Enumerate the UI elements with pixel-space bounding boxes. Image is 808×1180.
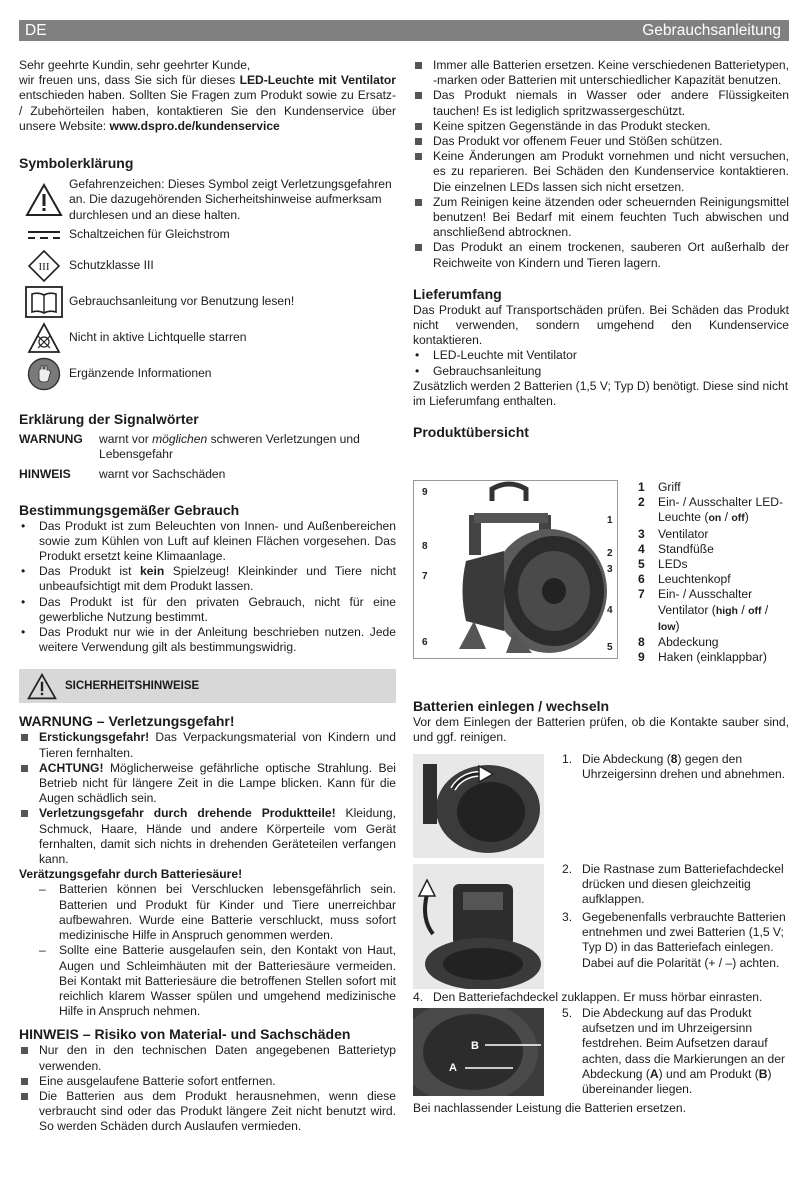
usage-heading: Bestimmungsgemäßer Gebrauch: [19, 501, 240, 518]
align-markings-illustration: [413, 1008, 544, 1096]
left-column: [19, 58, 396, 1135]
part-item: 3 Ventilator: [638, 526, 709, 541]
list-item: Das Produkt niemals in Wasser oder andere Flüssigkeiten tauchen! Es ist lediglich spritzwassergeschützt.: [413, 88, 789, 118]
do-not-stare-light-icon: [27, 322, 61, 354]
signal-heading: Erklärung der Signalwörter: [19, 411, 199, 428]
read-manual-icon: [25, 286, 63, 318]
list-item: • Das Produkt ist kein Spielzeug! Kleinkinder und Tiere nicht unbeaufsichtigt mit dem Produkt lassen.: [19, 564, 396, 594]
battery-section: [413, 697, 789, 745]
step-1: 1. Die Abdeckung (8) gegen den Uhrzeigersinn drehen und abnehmen.: [562, 752, 786, 782]
step-5: 5. Die Abdeckung auf das Produkt aufsetzen und im Uhrzeigersinn festdrehen. Beim Aufsetzen darauf achten, dass die Markierungen an der Abdeckung (A) und am Produkt (B) übereinander liegen.: [562, 1006, 786, 1097]
hint-list: [19, 1043, 396, 1134]
marking-a-label: A: [449, 1062, 457, 1074]
delivery-text: Das Produkt auf Transportschäden prüfen. Bei Schäden das Produkt nicht verwenden, sondern umgehend den Kundenservice kontaktieren.: [413, 302, 789, 348]
list-item: • LED-Leuchte mit Ventilator: [413, 348, 789, 363]
list-item: Keine Änderungen am Produkt vornehmen und nicht versuchen, es zu reparieren. Bei Schäden den Kundenservice kontaktieren. Die einzelnen LEDs lassen sich nicht ersetzen.: [413, 149, 789, 195]
callout-2: 2: [607, 548, 613, 559]
marking-b-label: B: [471, 1040, 479, 1052]
step-4: 4. Den Batteriefachdeckel zuklappen. Er muss hörbar einrasten.: [413, 990, 763, 1004]
list-item: • Gebrauchsanleitung: [413, 364, 789, 379]
warning-triangle-icon: [27, 673, 57, 700]
battery-intro: Vor dem Einlegen der Batterien prüfen, ob die Kontakte sauber sind, und ggf. reinigen.: [413, 715, 789, 745]
list-item: Verletzungsgefahr durch drehende Produktteile! Kleidung, Schmuck, Haare, Hände und andere Körperteile vom Gerät fernhalten, damit sich nichts in drehenden Geräteteilen verfangen kann.: [19, 806, 396, 867]
symbol-row-light: Nicht in aktive Lichtquelle starren: [19, 320, 396, 356]
list-item: • Das Produkt nur wie in der Anleitung beschrieben nutzen. Jede weitere Verwendung gilt als bestimmungswidrig.: [19, 625, 396, 655]
step-2: 2. Die Rastnase zum Batteriefachdeckel drücken und diesen gleichzeitig aufklappen.: [562, 862, 784, 907]
symbol-row-warning: Gefahrenzeichen: Dieses Symbol zeigt Verletzungsgefahren an. Die dazugehörenden Sicherheitshinweise aufmerksam durchlesen und an diese halten.: [19, 176, 396, 224]
step-3: 3. Gegebenenfalls verbrauchte Batterien entnehmen und zwei Batterien (1,5 V; Typ D) in das Batteriefach einlegen. Dabei auf die Polarität (+ / –) achten.: [562, 910, 786, 970]
overview-heading: Produktübersicht: [413, 424, 529, 441]
svg-text:III: III: [38, 261, 50, 274]
usage-list: [19, 519, 396, 656]
step5-image: [413, 1008, 544, 1096]
acid-heading: Verätzungsgefahr durch Batteriesäure!: [19, 867, 243, 882]
acid-list: [19, 882, 396, 1019]
website-link[interactable]: www.dspro.de/kundenservice: [109, 118, 280, 133]
part-item: 5 LEDs: [638, 557, 688, 572]
callout-8: 8: [422, 541, 428, 552]
hint-heading: HINWEIS – Risiko von Material- und Sachschäden: [19, 1026, 351, 1043]
protection-class-iii-icon: [27, 249, 61, 283]
step1-image: [413, 754, 544, 858]
product-overview-figure: [413, 480, 618, 659]
part-item: 2 Ein- / Ausschalter LED-Leuchte (on / off): [638, 495, 784, 525]
product-illustration: [414, 481, 617, 658]
part-item: 9 Haken (einklappbar): [638, 650, 767, 665]
list-item: Eine ausgelaufene Batterie sofort entfernen.: [19, 1074, 396, 1089]
symbols-heading: Symbolerklärung: [19, 155, 134, 172]
warning-heading: WARNUNG – Verletzungsgefahr!: [19, 713, 235, 730]
list-item: Das Produkt vor offenem Feuer und Stößen schützen.: [413, 134, 789, 149]
delivery-note: Zusätzlich werden 2 Batterien (1,5 V; Typ D) benötigt. Diese sind nicht im Lieferumfang enthalten.: [413, 378, 789, 409]
open-battery-lid-illustration: [413, 864, 544, 989]
page-header: [19, 20, 789, 41]
callout-6: 6: [422, 637, 428, 648]
symbol-row-dc: Schaltzeichen für Gleichstrom: [19, 224, 396, 246]
callout-3: 3: [607, 564, 613, 575]
list-item: – Batterien können bei Verschlucken lebensgefährlich sein. Batterien und Produkt für Kinder und Tiere unerreichbar aufbewahren. Wurde eine Batterie verschluckt, muss sofort medizinische Hilfe in Anspruch genommen werden.: [19, 882, 396, 943]
part-item: 7 Ein- / Ausschalter Ventilator (high / off / low): [638, 587, 769, 633]
part-item: 8 Abdeckung: [638, 635, 719, 650]
warning-triangle-icon: [25, 183, 63, 217]
list-item: • Das Produkt ist für den privaten Gebrauch, nicht für eine gewerbliche Nutzung bestimmt.: [19, 595, 396, 625]
symbol-row-info: Ergänzende Informationen: [19, 356, 396, 392]
safety-banner: SICHERHEITSHINWEISE: [19, 669, 396, 703]
list-item: – Sollte eine Batterie ausgelaufen sein, den Kontakt von Haut, Augen und Schleimhäuten mit der Batteriesäure vermeiden. Bei Kontakt mit Batteriesäure die betroffenen Stellen sofort mit reichlich klarem Wasser spülen und umgehend medizinische Hilfe in Anspruch nehmen.: [19, 943, 396, 1019]
safety-list-continued: [413, 58, 789, 271]
list-item: Nur den in den technischen Daten angegebenen Batterietyp verwenden.: [19, 1043, 396, 1073]
battery-end-note: Bei nachlassender Leistung die Batterien ersetzen.: [413, 1101, 686, 1115]
delivery-list: [413, 348, 789, 378]
part-item: 4 Standfüße: [638, 541, 714, 556]
rotate-cover-illustration: [413, 754, 544, 858]
list-item: • Das Produkt ist zum Beleuchten von Innen- und Außenbereichen sowie zum Kühlen von Luft auf kleinen Flächen vorgesehen. Das Produkt ersetzt keine Klimaanlage.: [19, 519, 396, 565]
product-name: LED-Leuchte mit Ventilator: [239, 73, 396, 88]
part-item: 6 Leuchtenkopf: [638, 572, 731, 587]
list-item: Das Produkt an einem trockenen, sauberen Ort außerhalb der Reichweite von Kindern und Tieren lagern.: [413, 240, 789, 270]
signal-warning-row: WARNUNG warnt vor möglichen schweren Verletzungen und Lebensgefahr: [19, 432, 360, 462]
direct-current-icon: [25, 229, 63, 241]
right-column: [413, 58, 789, 441]
symbol-row-class3: III Schutzklasse III: [19, 248, 396, 284]
signal-hint-row: HINWEIS warnt vor Sachschäden: [19, 467, 226, 482]
list-item: ACHTUNG! Möglicherweise gefährliche optische Strahlung. Bei Betrieb nicht für längere Zeit in die Lampe blicken. Kann für die Augen schädlich sein.: [19, 761, 396, 807]
greeting: Sehr geehrte Kundin, sehr geehrter Kunde,: [19, 58, 251, 72]
language-code: DE: [25, 22, 47, 39]
symbol-row-manual: Gebrauchsanleitung vor Benutzung lesen!: [19, 284, 396, 320]
callout-1: 1: [607, 515, 613, 526]
list-item: Keine spitzen Gegenstände in das Produkt stecken.: [413, 119, 789, 134]
list-item: Immer alle Batterien ersetzen. Keine verschiedenen Batterietypen, -marken oder Batterien mit unterschiedlicher Kapazität benutzen.: [413, 58, 789, 88]
delivery-heading: Lieferumfang: [413, 285, 502, 302]
list-item: Erstickungsgefahr! Das Verpackungsmaterial von Kindern und Tieren fernhalten.: [19, 730, 396, 760]
page-title: Gebrauchsanleitung: [642, 22, 781, 39]
callout-4: 4: [607, 605, 613, 616]
parts-list: [638, 480, 790, 665]
battery-heading: Batterien einlegen / wechseln: [413, 698, 610, 714]
part-item: 1 Griff: [638, 480, 681, 494]
intro-text: wir freuen uns, dass Sie sich für dieses LED-Leuchte mit Ventilator entschieden haben. Sollten Sie Fragen zum Produkt sowie zu Ersatz- / Zubehörteilen haben, kontaktieren Sie den Kundenservice über unsere Website: www.dspro.de/kundenservice: [19, 73, 396, 133]
warning-list: [19, 730, 396, 867]
callout-9: 9: [422, 487, 428, 498]
step2-image: [413, 864, 544, 989]
list-item: Die Batterien aus dem Produkt herausnehmen, wenn diese verbraucht sind oder das Produkt längere Zeit nicht benutzt wird. So werden Schäden durch Auslaufen vermieden.: [19, 1089, 396, 1135]
list-item: Zum Reinigen keine ätzenden oder scheuernden Reinigungsmittel benutzen! Bei Bedarf mit einem feuchten Tuch abwischen und anschließend abtrocknen.: [413, 195, 789, 241]
callout-7: 7: [422, 571, 428, 582]
callout-5: 5: [607, 642, 613, 653]
information-hand-icon: [27, 357, 61, 391]
